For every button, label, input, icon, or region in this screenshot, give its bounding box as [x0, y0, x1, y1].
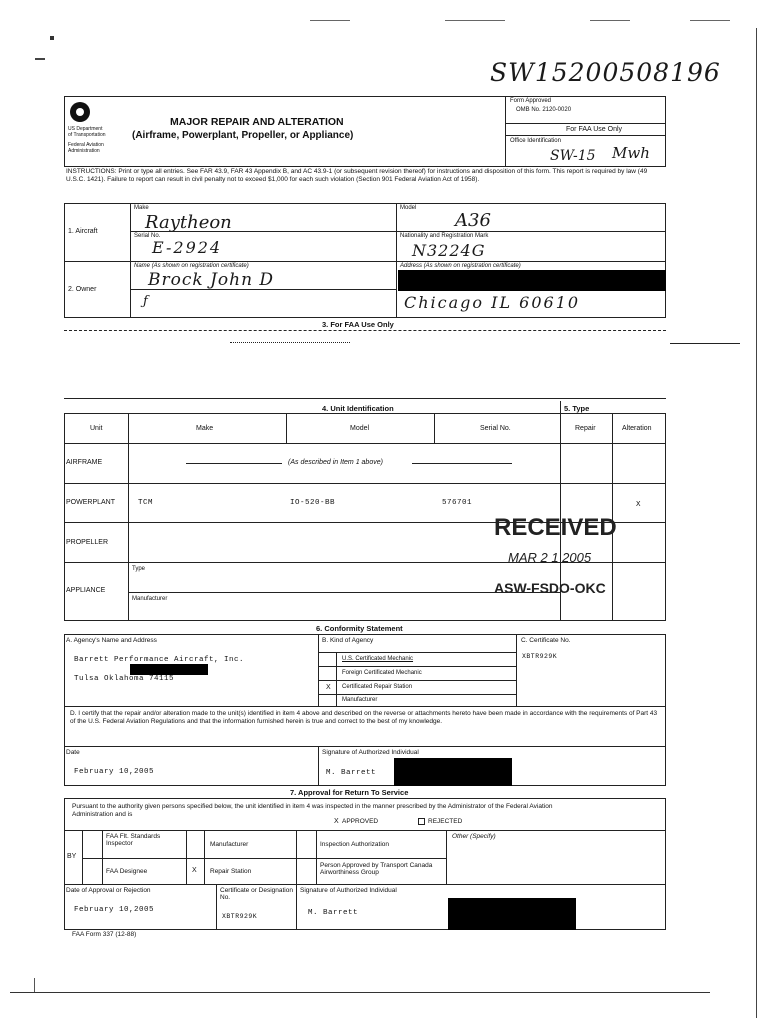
office-id-initials: Mwh: [612, 144, 650, 162]
unit-id-header: 4. Unit Identification: [322, 404, 394, 413]
option-other: Other (Specify): [452, 833, 496, 840]
option-faa-inspector: FAA Flt. Standards Inspector: [106, 833, 161, 847]
option-inspection-authorization: Inspection Authorization: [320, 841, 390, 848]
scan-mark: [35, 58, 45, 60]
rejected-checkbox: [418, 818, 425, 825]
agency-line-3: Federal Aviation: [68, 142, 104, 148]
kind-repair-station: Certificated Repair Station: [342, 684, 413, 690]
appliance-manufacturer-label: Manufacturer: [132, 596, 168, 602]
scan-edge: [756, 28, 757, 1018]
approval-date: February 10,2005: [74, 906, 155, 914]
faa-use-header: 3. For FAA Use Only: [322, 320, 394, 329]
scan-mark: [445, 20, 505, 21]
powerplant-model: IO-520-BB: [290, 499, 336, 507]
kind-repair-station-mark: X: [326, 684, 331, 691]
airframe-label: AIRFRAME: [66, 459, 103, 466]
handwritten-file-number: SW15200508196: [490, 58, 721, 87]
conformity-date: February 10,2005: [74, 768, 155, 776]
appliance-label: APPLIANCE: [66, 587, 106, 594]
dot-logo-icon: [70, 102, 90, 122]
agency-name: Barrett Performance Aircraft, Inc.: [74, 656, 245, 664]
approval-sig-label: Signature of Authorized Individual: [300, 887, 397, 894]
col-model: Model: [350, 425, 370, 432]
received-stamp-date: MAR 2 1 2005: [508, 550, 592, 565]
kind-us-mechanic: U.S. Certificated Mechanic: [342, 656, 414, 662]
form-title: MAJOR REPAIR AND ALTERATION: [170, 116, 344, 128]
propeller-label: PROPELLER: [66, 539, 109, 546]
approval-cert-no: XBTR929K: [222, 913, 258, 920]
agency-line-1: US Department: [68, 126, 103, 132]
redacted-signature: [394, 758, 512, 786]
owner-label: 2. Owner: [68, 286, 97, 293]
form-subtitle: (Airframe, Powerplant, Propeller, or Appliance): [132, 130, 354, 141]
approval-header: 7. Approval for Return To Service: [290, 788, 409, 797]
conformity-sig-label: Signature of Authorized Individual: [322, 749, 419, 756]
rejected-option: REJECTED: [428, 818, 463, 825]
powerplant-alteration-mark: X: [636, 501, 642, 509]
scan-mark: [50, 36, 54, 40]
agency-name-label: A. Agency's Name and Address: [66, 637, 157, 644]
option-faa-designee: FAA Designee: [106, 868, 148, 875]
office-id-value: SW-15: [550, 148, 596, 164]
owner-name-label: Name (As shown on registration certificate): [134, 263, 249, 269]
option-transport-canada: Person Approved by Transport Canada Airworthiness Group: [320, 862, 433, 876]
kind-manufacturer: Manufacturer: [342, 697, 378, 703]
aircraft-serial: E-2924: [152, 238, 223, 257]
agency-city: Tulsa Oklahoma 74115: [74, 675, 175, 683]
col-serial: Serial No.: [480, 425, 511, 432]
aircraft-label: 1. Aircraft: [68, 228, 98, 235]
col-alteration: Alteration: [622, 425, 652, 432]
conformity-cert-no: XBTR929K: [522, 653, 558, 660]
option-manufacturer: Manufacturer: [210, 841, 249, 848]
airframe-note: (As described in Item 1 above): [288, 459, 383, 466]
model-label: Model: [400, 205, 417, 211]
make-label: Make: [134, 205, 149, 211]
scan-mark: [34, 978, 35, 992]
conformity-date-label: Date: [66, 749, 80, 756]
serial-label: Serial No.: [134, 233, 161, 239]
aircraft-make: Raytheon: [145, 212, 232, 233]
conformity-signer: M. Barrett: [326, 769, 377, 777]
received-stamp: RECEIVED: [494, 514, 617, 541]
form-number-footer: FAA Form 337 (12-88): [72, 931, 137, 938]
owner-city: Chicago IL 60610: [404, 293, 581, 312]
powerplant-serial: 576701: [442, 499, 473, 507]
by-label: BY: [67, 853, 77, 860]
type-header: 5. Type: [564, 404, 590, 413]
approval-text: Pursuant to the authority given persons specified below, the unit identified in item 4 was inspected in the manner prescribed by the Administrator of the Federal Aviation Administration and is: [72, 803, 553, 818]
aircraft-model: A36: [455, 210, 491, 231]
agency-line-2: of Transportation: [68, 132, 106, 138]
redacted-agency-address: [130, 664, 208, 675]
kind-of-agency-label: B. Kind of Agency: [322, 637, 374, 644]
agency-line-4: Administration: [68, 148, 100, 154]
redacted-address: [398, 270, 666, 291]
owner-name: Brock John D: [148, 270, 275, 290]
scan-mark: [690, 20, 730, 21]
powerplant-label: POWERPLANT: [66, 499, 116, 506]
appliance-type-label: Type: [132, 566, 146, 572]
redacted-approval-signature: [448, 898, 576, 930]
faa-use-only-label: For FAA Use Only: [566, 126, 623, 133]
aircraft-registration: N3224G: [412, 241, 486, 260]
col-unit: Unit: [90, 425, 103, 432]
kind-foreign-mechanic: Foreign Certificated Mechanic: [342, 670, 422, 676]
approved-option: APPROVED: [342, 818, 379, 825]
office-id-label: Office Identification: [510, 138, 561, 144]
received-stamp-office: ASW-FSDO-OKC: [494, 580, 606, 596]
form-approved-label: Form Approved: [510, 98, 552, 104]
scan-mark: [590, 20, 630, 21]
scan-mark: [310, 20, 350, 21]
approval-signer: M. Barrett: [308, 909, 359, 917]
owner-address-label: Address (As shown on registration certificate): [400, 263, 521, 269]
conformity-header: 6. Conformity Statement: [316, 624, 403, 633]
powerplant-make: TCM: [138, 499, 154, 507]
owner-name-mark: ƒ: [143, 294, 148, 309]
cert-no-label: C. Certificate No.: [521, 637, 571, 644]
approved-mark: X: [334, 818, 339, 825]
approval-cert-label: Certificate or Designation No.: [220, 887, 293, 901]
instructions-text: INSTRUCTIONS: Print or type all entries. See FAR 43.9, FAR 43 Appendix B, and AC 43.9-1 (or subsequent revision thereof) for instructions and disposition of this form. This report is required by law (49 U.S.C. 1421). Failure to report can result in civil penalty not to exceed $1,000 for each such violation (Section 901 Federal Aviation Act of 1958).: [66, 168, 648, 183]
col-repair: Repair: [575, 425, 596, 432]
certification-text: D. I certify that the repair and/or alteration made to the unit(s) identified in item 4 above and described on the reverse or attachments hereto have been made in accordance with the requirements of Part 43 of the U.S. Federal Aviation Regulations and that the information furnished herein is true and correct to the best of my knowledge.: [70, 710, 658, 725]
scan-edge: [10, 992, 710, 993]
repair-station-mark: X: [192, 867, 197, 874]
approval-date-label: Date of Approval or Rejection: [66, 887, 151, 894]
col-make: Make: [196, 425, 214, 432]
nationality-label: Nationality and Registration Mark: [400, 233, 489, 239]
omb-number: OMB No. 2120-0020: [516, 107, 572, 113]
option-repair-station: Repair Station: [210, 868, 252, 875]
